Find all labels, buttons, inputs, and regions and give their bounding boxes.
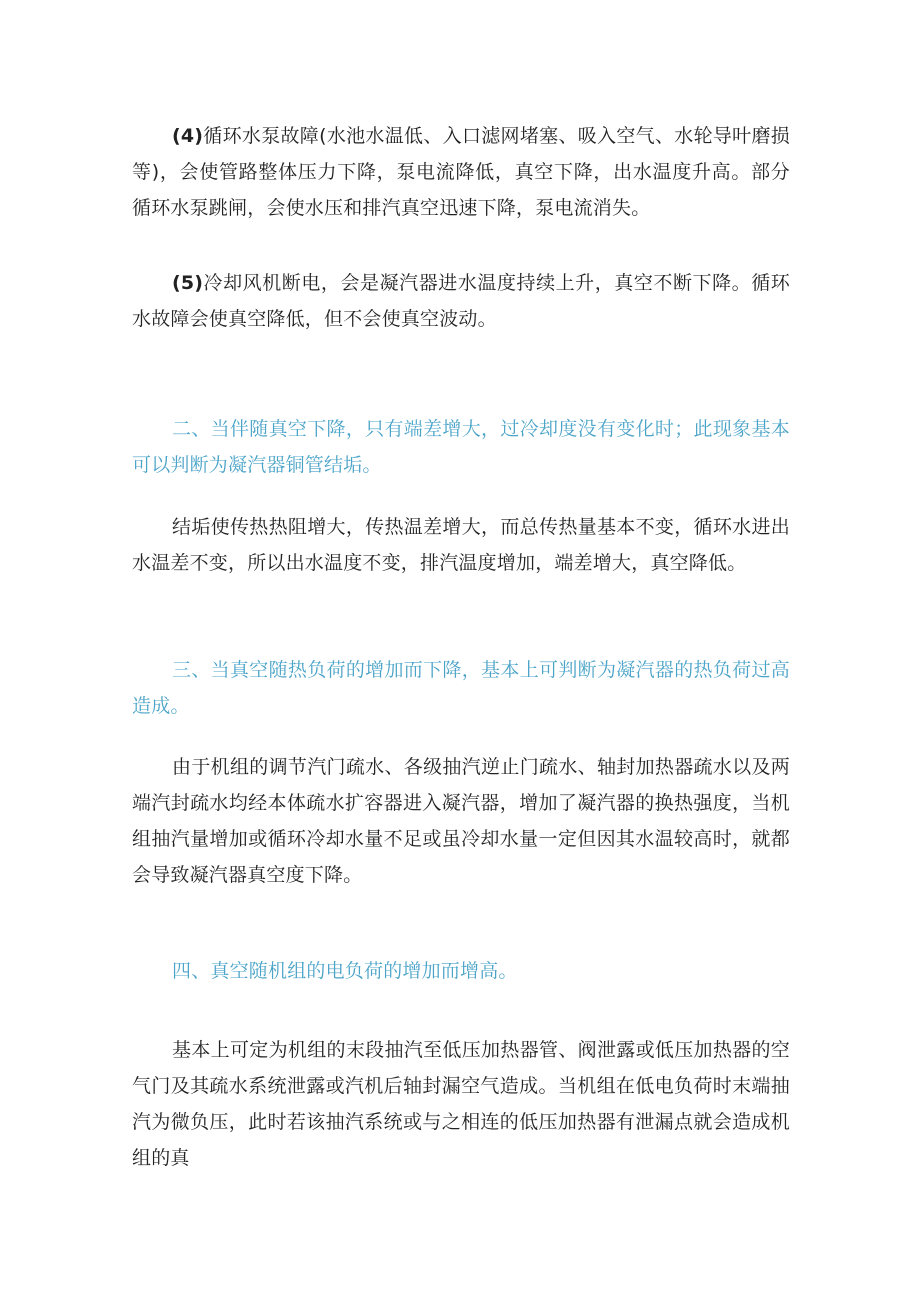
section-heading-2: 二、当伴随真空下降，只有端差增大，过冷却度没有变化时；此现象基本可以判断为凝汽器铜管结垢。	[132, 418, 790, 476]
item-number: (5)	[172, 272, 204, 294]
section-body-3: 由于机组的调节汽门疏水、各级抽汽逆止门疏水、轴封加热器疏水以及两端汽封疏水均经本体疏水扩容器进入凝汽器，增加了凝汽器的换热强度，当机组抽汽量增加或循环冷却水量不足或虽冷却水量一定但因其水温较高时，就都会导致凝汽器真空度下降。	[132, 756, 790, 886]
paragraph-text: 循环水泵故障(水池水温低、入口滤网堵塞、吸入空气、水轮导叶磨损等)，会使管路整体压力下降，泵电流降低，真空下降，出水温度升高。部分循环水泵跳闸，会使水压和排汽真空迅速下降，泵电流消失。	[132, 125, 790, 219]
section-heading-3: 三、当真空随热负荷的增加而下降，基本上可判断为凝汽器的热负荷过高造成。	[132, 659, 790, 717]
paragraph-item-4	[132, 118, 790, 226]
paragraph-text: 冷却风机断电，会是凝汽器进水温度持续上升，真空不断下降。循环水故障会使真空降低，但不会使真空波动。	[132, 272, 790, 330]
section-heading-4: 四、真空随机组的电负荷的增加而增高。	[172, 960, 518, 982]
section-body-2: 结垢使传热热阻增大，传热温差增大，而总传热量基本不变，循环水进出水温差不变，所以出水温度不变，排汽温度增加，端差增大，真空降低。	[132, 516, 790, 574]
section-body-4: 基本上可定为机组的末段抽汽至低压加热器管、阀泄露或低压加热器的空气门及其疏水系统泄露或汽机后轴封漏空气造成。当机组在低电负荷时末端抽汽为微负压，此时若该抽汽系统或与之相连的低压加热器有泄漏点就会造成机组的真	[132, 1039, 790, 1169]
paragraph-item-5	[132, 265, 790, 337]
item-number: (4)	[172, 125, 204, 147]
